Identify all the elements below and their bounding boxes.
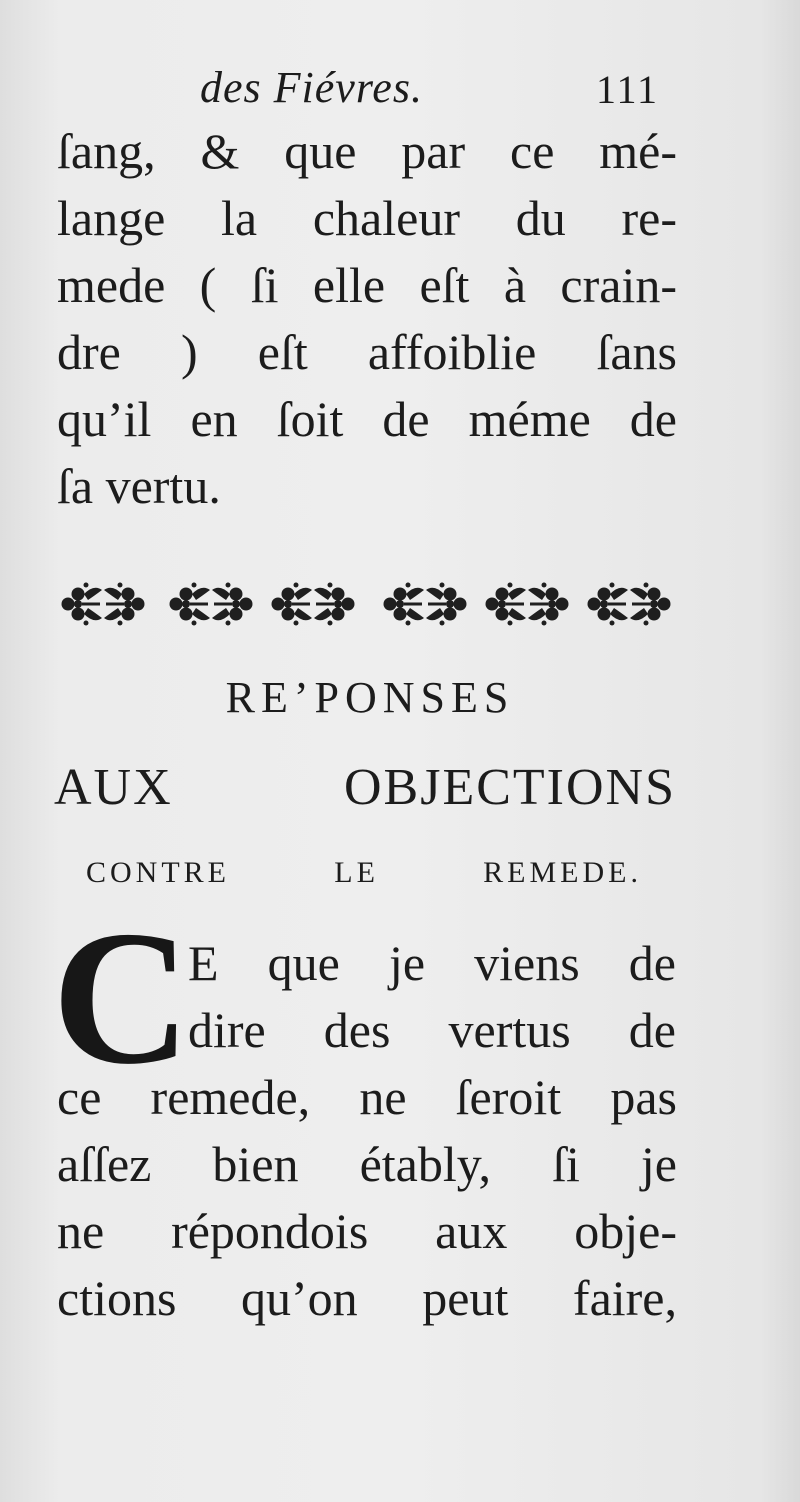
section-title-line-1: RE’PONSES <box>225 673 515 722</box>
text-line: E que je viens de <box>188 935 676 991</box>
text-line: dre ) eſt affoiblie ſans <box>57 324 677 380</box>
text-line: ſa vertu. <box>57 458 221 514</box>
fleuron-border-icon <box>54 576 678 632</box>
text-line: lange la chaleur du re- <box>57 190 677 246</box>
drop-cap: C <box>52 891 191 1104</box>
paragraph-continuation <box>57 118 677 520</box>
text-line: ſang, & que par ce mé- <box>57 123 677 179</box>
text-line: ne répondois aux obje- <box>57 1203 677 1259</box>
paragraph-body <box>57 1064 677 1332</box>
text-line: ce remede, ne ſeroit pas <box>57 1069 677 1125</box>
running-head: des Fiévres. <box>200 63 423 112</box>
text-line: mede ( ſi elle eſt à crain- <box>57 257 677 313</box>
drop-cap-lines <box>188 930 676 1064</box>
text-line: dire des vertus de <box>188 1002 676 1058</box>
text-line: ctions qu’on peut faire, <box>57 1270 677 1326</box>
text-line: qu’il en ſoit de méme de <box>57 391 677 447</box>
text-line: aſſez bien étably, ſi je <box>57 1136 677 1192</box>
page-number: 111 <box>596 67 660 112</box>
section-title-line-3: CONTRE LE REMEDE. <box>86 856 642 889</box>
section-title-line-2: AUX OBJECTIONS <box>54 759 676 816</box>
